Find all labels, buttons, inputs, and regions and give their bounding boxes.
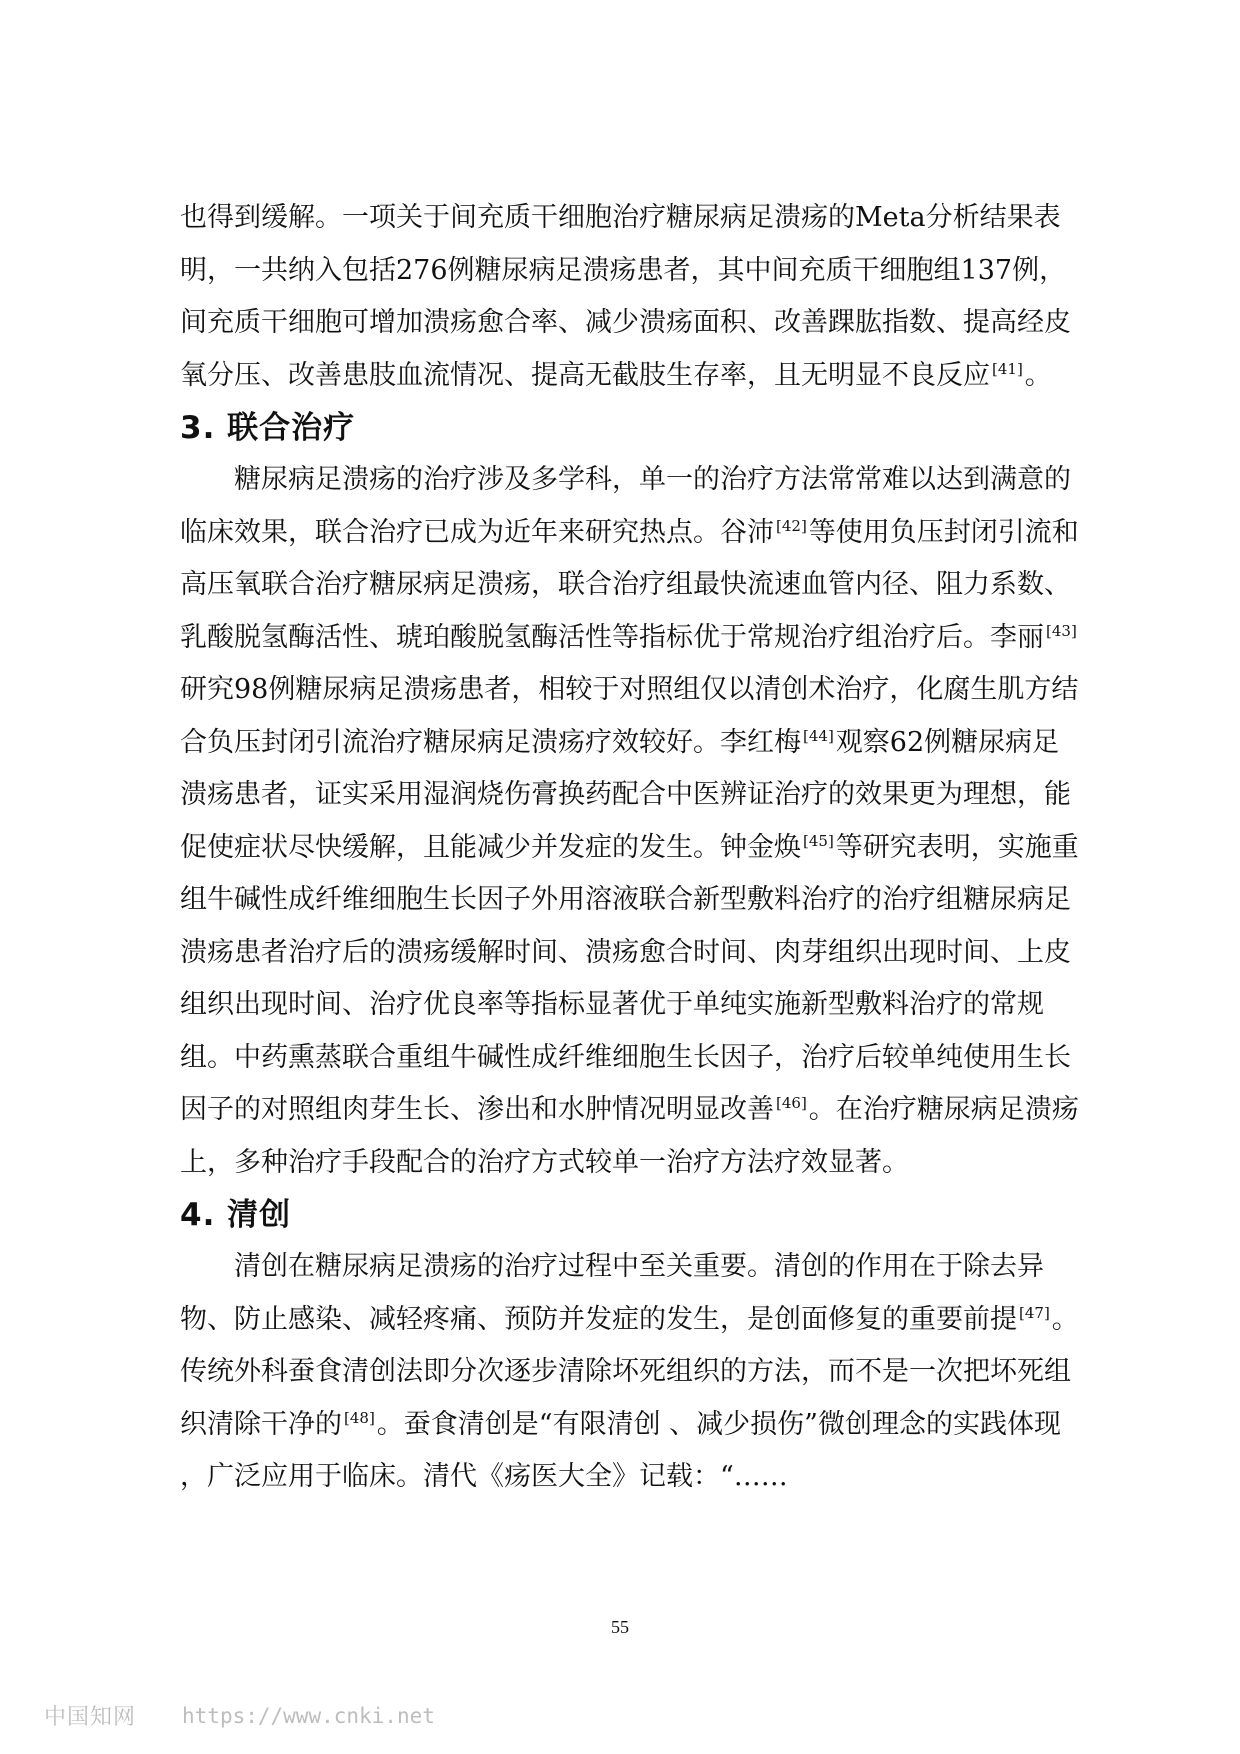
page-number: 55 [611, 1617, 629, 1637]
citation-47[interactable]: [47] [1019, 1303, 1050, 1322]
citation-44[interactable]: [44] [803, 726, 834, 745]
paragraph-continuation: 也得到缓解。一项关于间充质干细胞治疗糖尿病足溃疡的Meta分析结果表明，一共纳入包括276例糖尿病足溃疡患者，其中间充质干细胞组137例，间充质干细胞可增加溃疡愈合率、减少溃疡面积、改善踝肱指数、提高经皮氧分压、改善患肢血流情况、提高无截肢生存率，且无明显不良反应 [41]。 [180, 202, 1071, 391]
citation-41[interactable]: [41] [992, 359, 1023, 378]
cnki-url[interactable]: https://www.cnki.net [182, 1703, 435, 1728]
citation-46[interactable]: [46] [776, 1094, 807, 1112]
paragraph-debridement: 清创在糖尿病足溃疡的治疗过程中至关重要。清创的作用在于除去异物、防止感染、减轻疼痛、预防并发症的发生，是创面修复的重要前提 [47]。传统外科蚕食清创法即分次逐步清除坏死组织的方法，而不是一次把坏死组织清除干净的 [48]。蚕食清创是“有限清创 、减少损伤”微创理念的实践体现 ，广泛应用于临床。清代《疡医大全》记载：“…… [180, 1251, 1079, 1492]
citation-45[interactable]: [45] [803, 831, 834, 850]
cnki-watermark [44, 1700, 435, 1731]
citation-48[interactable]: [48] [344, 1408, 375, 1427]
section-heading-combined-therapy: 3. 联合治疗 [180, 410, 356, 446]
body-text [180, 192, 1080, 1504]
paragraph-combined-therapy: 糖尿病足溃疡的治疗涉及多学科，单一的治疗方法常常难以达到满意的临床效果，联合治疗已成为近年来研究热点。谷沛 [42]等使用负压封闭引流和高压氧联合治疗糖尿病足溃疡，联合治疗组最快流速血管内径、阻力系数、乳酸脱氢酶活性、琥珀酸脱氢酶活性等指标优于常规治疗组治疗后。李丽 [43]研究98例糖尿病足溃疡患者，相较于对照组仅以清创术治疗，化腐生肌方结合负压封闭引流治疗糖尿病足溃疡疗效较好。李红梅 [44]观察62例糖尿病足溃疡患者，证实采用湿润烧伤膏换药配合中医辨证治疗的效果更为理想，能促使症状尽快缓解，且能减少并发症的发生。钟金焕 [45]等研究表明，实施重组牛碱性成纤维细胞生长因子外用溶液联合新型敷料治疗的治疗组糖尿病足溃疡患者治疗后的溃疡缓解时间、溃疡愈合时间、肉芽组织出现时间、上皮组织出现时间、治疗优良率等指标显著优于单纯实施新型敷料治疗的常规组。中药熏蒸联合重组牛碱性成纤维细胞生长因子，治疗后较单纯使用生长因子的对照组肉芽生长、渗出和水肿情况明显改善 [46]。在治疗糖尿病足溃疡上，多种治疗手段配合的治疗方式较单一治疗方法疗效显著。 [180, 464, 1079, 1178]
cnki-logo-text: 中国知网 [44, 1705, 137, 1730]
citation-43[interactable]: [43] [1046, 621, 1077, 640]
citation-42[interactable]: [42] [776, 516, 807, 535]
section-heading-debridement: 4. 清创 [180, 1197, 292, 1233]
